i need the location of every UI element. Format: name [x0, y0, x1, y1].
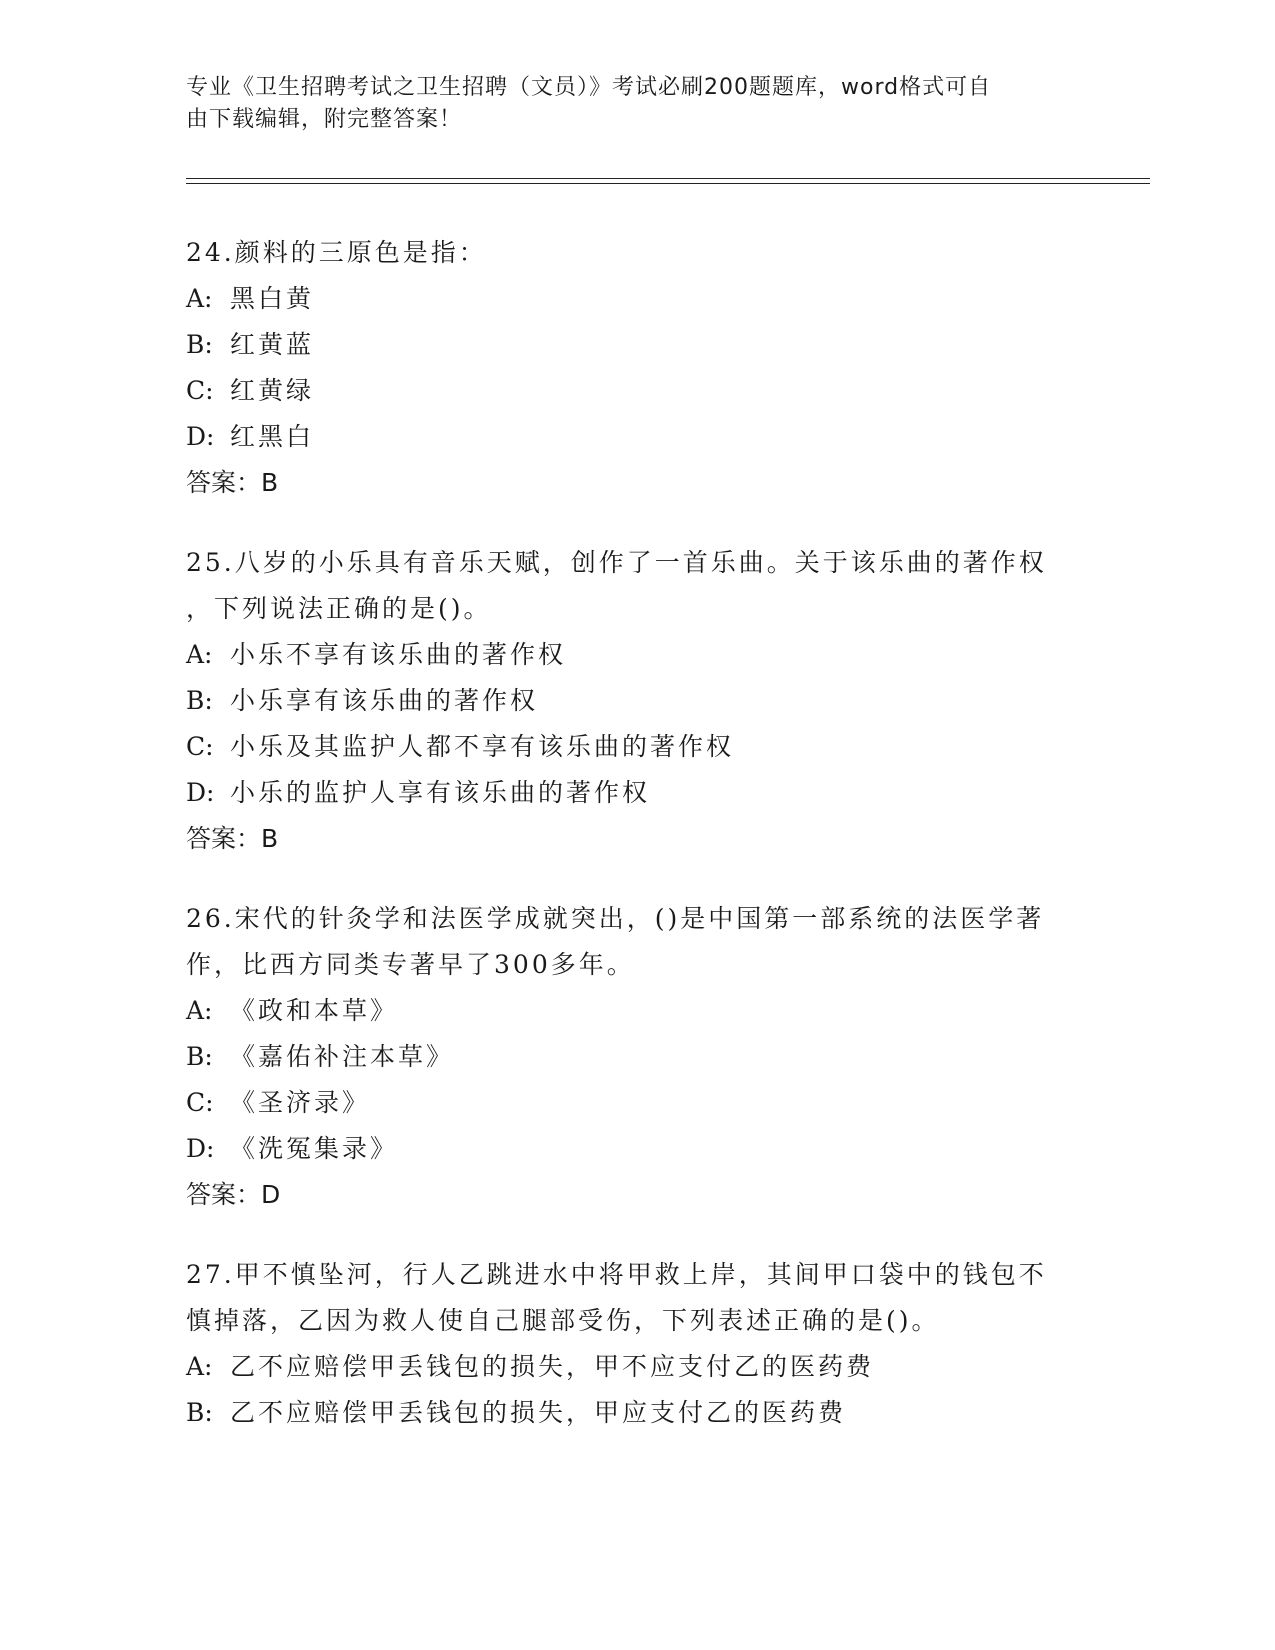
option-letter: B: [186, 330, 213, 359]
question-stem-line: ，下列说法正确的是()。 [186, 594, 492, 623]
option-text: 黑白黄 [230, 284, 315, 313]
header-divider-top [186, 178, 1150, 179]
question-list [186, 230, 1086, 1470]
question-stem-line: 27.甲不慎坠河，行人乙跳进水中将甲救上岸，其间甲口袋中的钱包不 [186, 1260, 1047, 1289]
option-text: 小乐享有该乐曲的著作权 [230, 686, 539, 715]
option-letter: C: [186, 732, 214, 761]
option-d [186, 770, 1086, 816]
option-text: 乙不应赔偿甲丢钱包的损失，甲应支付乙的医药费 [230, 1398, 847, 1427]
option-text: 红黄蓝 [230, 330, 315, 359]
option-c [186, 1080, 1086, 1126]
option-a [186, 1344, 1086, 1390]
question-stem-line: 25.八岁的小乐具有音乐天赋，创作了一首乐曲。关于该乐曲的著作权 [186, 548, 1047, 577]
question-stem-line: 慎掉落，乙因为救人使自己腿部受伤，下列表述正确的是()。 [186, 1306, 940, 1335]
option-letter: A: [186, 1352, 213, 1381]
question-stem-line: 24.颜料的三原色是指： [186, 238, 487, 267]
document-header [186, 72, 1086, 136]
option-b [186, 1034, 1086, 1080]
option-letter: A: [186, 640, 213, 669]
answer-line: 答案：B [186, 468, 279, 497]
header-line-1: 专业《卫生招聘考试之卫生招聘（文员）》考试必刷200题题库，word格式可自 [186, 75, 992, 100]
option-text: 小乐及其监护人都不享有该乐曲的著作权 [230, 732, 735, 761]
option-text: 《嘉佑补注本草》 [230, 1042, 455, 1071]
option-a [186, 988, 1086, 1034]
option-text: 乙不应赔偿甲丢钱包的损失，甲不应支付乙的医药费 [230, 1352, 875, 1381]
question-stem-line: 作，比西方同类专著早了300多年。 [186, 950, 635, 979]
answer-line: 答案：D [186, 1180, 281, 1209]
option-letter: D: [186, 778, 215, 807]
question-stem-line: 26.宋代的针灸学和法医学成就突出，()是中国第一部系统的法医学著 [186, 904, 1045, 933]
option-b [186, 322, 1086, 368]
header-line-2: 由下载编辑，附完整答案！ [186, 107, 463, 132]
option-letter: C: [186, 376, 214, 405]
option-b [186, 678, 1086, 724]
option-text: 红黄绿 [230, 376, 315, 405]
header-divider-bottom [186, 183, 1150, 184]
option-d [186, 1126, 1086, 1172]
option-letter: B: [186, 1398, 213, 1427]
option-letter: B: [186, 686, 213, 715]
option-c [186, 724, 1086, 770]
option-text: 小乐的监护人享有该乐曲的著作权 [230, 778, 651, 807]
option-text: 《洗冤集录》 [230, 1134, 399, 1163]
option-a [186, 632, 1086, 678]
question-25 [186, 540, 1086, 862]
option-letter: B: [186, 1042, 213, 1071]
option-text: 《政和本草》 [230, 996, 399, 1025]
option-letter: C: [186, 1088, 214, 1117]
option-c [186, 368, 1086, 414]
option-letter: A: [186, 996, 213, 1025]
question-26 [186, 896, 1086, 1218]
option-a [186, 276, 1086, 322]
option-text: 小乐不享有该乐曲的著作权 [230, 640, 567, 669]
option-text: 《圣济录》 [230, 1088, 371, 1117]
question-24 [186, 230, 1086, 506]
question-27 [186, 1252, 1086, 1436]
option-d [186, 414, 1086, 460]
option-letter: A: [186, 284, 213, 313]
option-b [186, 1390, 1086, 1436]
option-letter: D: [186, 422, 215, 451]
option-letter: D: [186, 1134, 215, 1163]
answer-line: 答案：B [186, 824, 279, 853]
option-text: 红黑白 [230, 422, 315, 451]
